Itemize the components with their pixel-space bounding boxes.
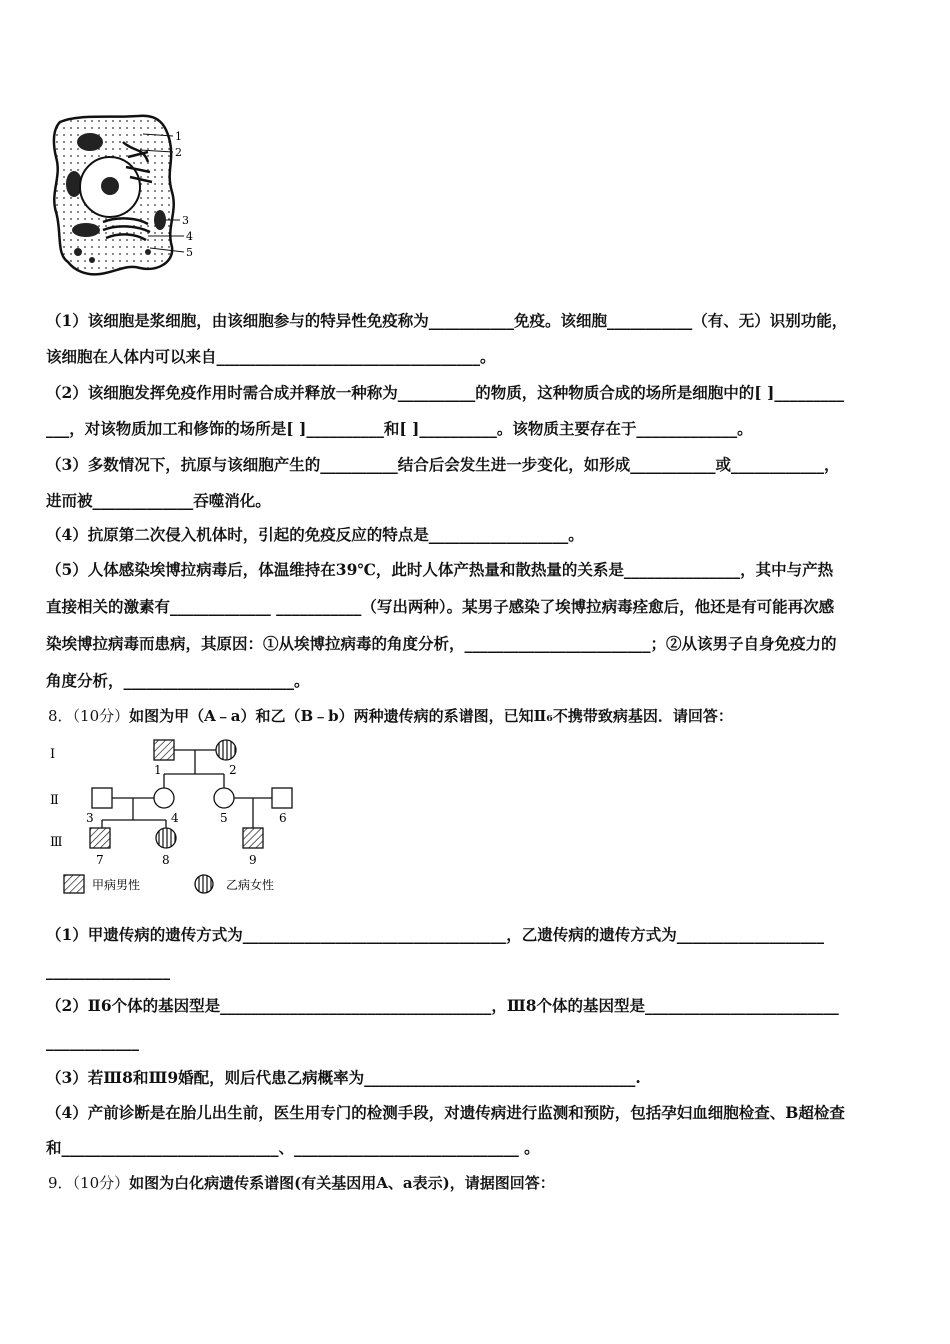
q7-line-7: （4）抗原第二次侵入机体时，引起的免疫反应的特点是__________________。 xyxy=(46,525,584,544)
legend-male-disease-a-swatch xyxy=(64,875,84,893)
individual-label-4: 4 xyxy=(171,811,179,825)
q8-line-5: （3）若Ⅲ8和Ⅲ9婚配，则后代患乙病概率为___________________________________. xyxy=(46,1068,641,1087)
q7-line-1: （1）该细胞是浆细胞，由该细胞参与的特异性免疫称为___________免疫。该细胞___________（有、无）识别功能， xyxy=(46,311,848,330)
individual-1-affected-male xyxy=(154,740,174,760)
plasma-cell-figure xyxy=(48,112,208,282)
q7-line-10: 染埃博拉病毒而患病，其原因：①从埃博拉病毒的角度分析，________________________；②从该男子自身免疫力的 xyxy=(46,634,837,653)
individual-6-male xyxy=(272,788,292,808)
individual-label-7: 7 xyxy=(96,853,104,867)
individual-5-female xyxy=(214,788,234,808)
q7-line-8: （5）人体感染埃博拉病毒后，体温维持在39℃，此时人体产热量和散热量的关系是_______________，其中与产热 xyxy=(46,560,834,579)
individual-label-3: 3 xyxy=(86,811,94,825)
cell-label-3: 3 xyxy=(182,214,189,227)
q8-score: （10分） xyxy=(72,707,130,725)
legend-label-2: 乙病女性 xyxy=(226,878,275,892)
q7-line-11: 角度分析，______________________。 xyxy=(46,671,310,690)
individual-2-affected-female xyxy=(216,740,236,760)
cell-label-5: 5 xyxy=(186,246,193,259)
individual-label-1: 1 xyxy=(154,763,162,777)
individual-label-8: 8 xyxy=(162,853,170,867)
q7-line-4: ___，对该物质加工和修饰的场所是[ ]__________和[ ]__________。该物质主要存在于_____________。 xyxy=(46,419,753,438)
q7-line-5: （3）多数情况下，抗原与该细胞产生的__________结合后会发生进一步变化，如形成___________或____________， xyxy=(46,455,840,474)
q8-line-7: 和____________________________、_____________________________ 。 xyxy=(46,1138,540,1157)
individual-7-affected-male xyxy=(90,828,110,848)
q7-line-3: （2）该细胞发挥免疫作用时需合成并释放一种称为__________的物质，这种物质合成的场所是细胞中的[ ]_________ xyxy=(46,383,845,402)
cell-label-4: 4 xyxy=(186,230,193,243)
q9-score: （10分） xyxy=(72,1174,130,1192)
individual-9-affected-male xyxy=(243,828,263,848)
q8-heading xyxy=(48,706,908,726)
q9-heading xyxy=(48,1173,908,1193)
cell-label-2: 2 xyxy=(175,146,182,159)
q8-line-2: ________________ xyxy=(46,961,170,980)
q9-number: 9． xyxy=(48,1174,73,1192)
individual-4-female xyxy=(154,788,174,808)
q8-line-3: （2）Ⅱ6个体的基因型是___________________________________，Ⅲ8个体的基因型是_________________________ xyxy=(46,996,839,1015)
individual-3-male xyxy=(92,788,112,808)
q8-line-4: ____________ xyxy=(46,1032,139,1051)
q7-line-2: 该细胞在人体内可以来自__________________________________。 xyxy=(46,347,496,366)
cell-label-1: 1 xyxy=(175,130,182,143)
pedigree-chart xyxy=(46,732,316,902)
individual-8-affected-female xyxy=(156,828,176,848)
individual-label-6: 6 xyxy=(279,811,287,825)
generation-label-3: Ⅲ xyxy=(50,835,63,850)
individual-label-5: 5 xyxy=(220,811,228,825)
q8-number: 8． xyxy=(48,707,73,725)
generation-label-2: Ⅱ xyxy=(50,793,59,808)
generation-label-1: Ⅰ xyxy=(50,747,56,762)
q9-text: 如图为白化病遗传系谱图(有关基因用A、a表示)，请据图回答： xyxy=(129,1174,555,1192)
legend-label-1: 甲病男性 xyxy=(92,878,141,892)
q8-line-6: （4）产前诊断是在胎儿出生前，医生用专门的检测手段，对遗传病进行监测和预防，包括孕妇血细胞检查、B超检查 xyxy=(46,1103,845,1122)
individual-label-2: 2 xyxy=(229,763,237,777)
individual-label-9: 9 xyxy=(249,853,257,867)
q7-line-9: 直接相关的激素有_____________ ___________（写出两种）。某男子感染了埃博拉病毒痊愈后，他还是有可能再次感 xyxy=(46,597,835,616)
q8-text: 如图为甲（A﹣a）和乙（B﹣b）两种遗传病的系谱图，已知Ⅱ₆不携带致病基因．请回答： xyxy=(129,707,733,725)
q7-line-6: 进而被_____________吞噬消化。 xyxy=(46,491,271,510)
q8-line-1: （1）甲遗传病的遗传方式为__________________________________，乙遗传病的遗传方式为___________________ xyxy=(46,925,825,944)
legend-female-disease-b-swatch xyxy=(195,875,213,893)
